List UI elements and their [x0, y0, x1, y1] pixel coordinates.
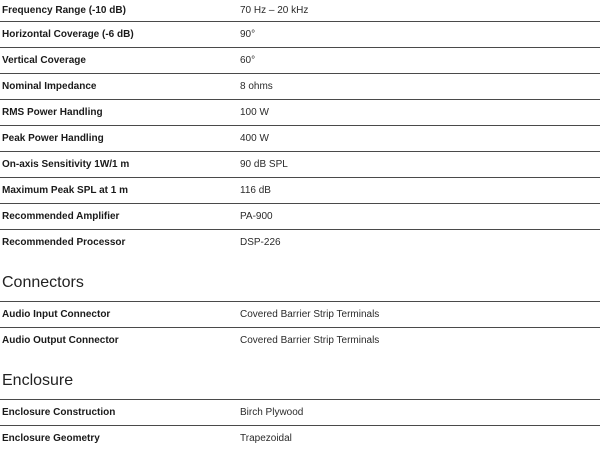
spec-value: DSP-226 [240, 237, 281, 248]
spec-row-peak-power [0, 126, 600, 152]
spec-value: 90° [240, 29, 256, 40]
spec-row-sensitivity [0, 152, 600, 178]
spec-label: Maximum Peak SPL at 1 m [2, 185, 128, 196]
spec-value: 8 ohms [240, 81, 273, 92]
spec-value: 90 dB SPL [240, 159, 288, 170]
spec-value: 70 Hz – 20 kHz [240, 5, 309, 16]
spec-label: Audio Input Connector [2, 309, 111, 320]
spec-label: Peak Power Handling [2, 133, 104, 144]
spec-row-audio-input-connector [0, 302, 600, 328]
spec-label: Recommended Amplifier [2, 211, 120, 222]
spec-label: Recommended Processor [2, 237, 126, 248]
section-title-enclosure: Enclosure [0, 354, 600, 400]
spec-label: Horizontal Coverage (-6 dB) [2, 29, 134, 40]
spec-value: 100 W [240, 107, 269, 118]
spec-row-recommended-amplifier [0, 204, 600, 230]
spec-label: On-axis Sensitivity 1W/1 m [2, 159, 130, 170]
spec-value: Trapezoidal [240, 433, 292, 444]
spec-value: Birch Plywood [240, 407, 304, 418]
spec-row-vertical-coverage [0, 48, 600, 74]
spec-value: Covered Barrier Strip Terminals [240, 335, 380, 346]
spec-row-enclosure-construction [0, 400, 600, 426]
spec-label: Enclosure Construction [2, 407, 116, 418]
spec-row-recommended-processor [0, 230, 600, 256]
spec-label: Frequency Range (-10 dB) [2, 5, 126, 16]
spec-row-audio-output-connector [0, 328, 600, 354]
spec-row-rms-power [0, 100, 600, 126]
spec-value: 400 W [240, 133, 269, 144]
spec-row-max-peak-spl [0, 178, 600, 204]
spec-value: Covered Barrier Strip Terminals [240, 309, 380, 320]
spec-row-frequency-range [0, 0, 600, 22]
spec-label: RMS Power Handling [2, 107, 103, 118]
spec-value: 116 dB [240, 185, 271, 196]
spec-row-nominal-impedance [0, 74, 600, 100]
spec-label: Audio Output Connector [2, 335, 119, 346]
spec-label: Vertical Coverage [2, 55, 86, 66]
section-title-connectors: Connectors [0, 256, 600, 302]
spec-label: Enclosure Geometry [2, 433, 100, 444]
spec-row-horizontal-coverage [0, 22, 600, 48]
spec-value: 60° [240, 55, 256, 66]
spec-value: PA-900 [240, 211, 273, 222]
spec-row-enclosure-geometry [0, 426, 600, 452]
spec-label: Nominal Impedance [2, 81, 97, 92]
